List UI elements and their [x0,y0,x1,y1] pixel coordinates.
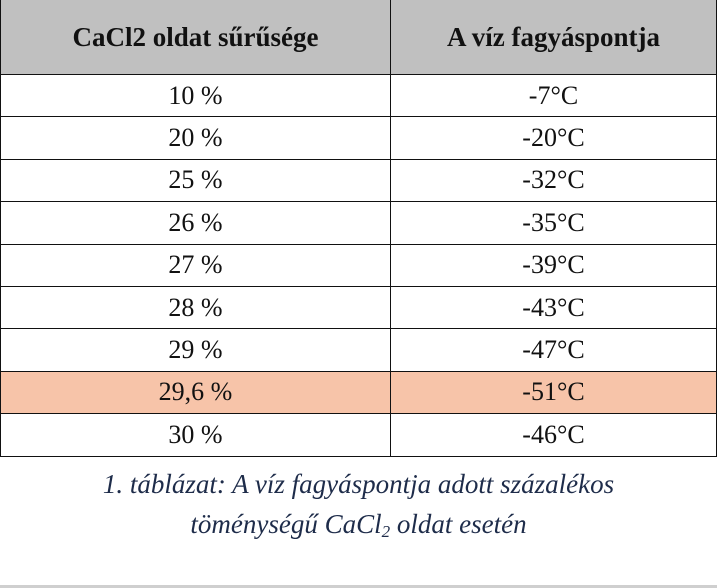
table-caption [0,464,717,544]
cell-freezing-point: -35°C [391,202,717,244]
table-row [1,329,717,371]
cell-concentration: 26 % [1,202,391,244]
cell-freezing-point: -51°C [391,371,717,413]
cell-concentration: 20 % [1,117,391,159]
cell-freezing-point: -32°C [391,159,717,201]
table-header-row [1,0,717,75]
cell-concentration: 29,6 % [1,371,391,413]
table-row [1,202,717,244]
cell-concentration: 27 % [1,244,391,286]
cell-concentration: 29 % [1,329,391,371]
cell-concentration: 10 % [1,75,391,117]
cell-concentration: 30 % [1,414,391,456]
cell-concentration: 25 % [1,159,391,201]
caption-line-1: 1. táblázat: A víz fagyáspontja adott százalékos [102,469,615,499]
table-row [1,371,717,413]
cell-freezing-point: -47°C [391,329,717,371]
header-concentration: CaCl2 oldat sűrűsége [1,0,391,75]
table-row [1,75,717,117]
cell-freezing-point: -39°C [391,244,717,286]
cell-freezing-point: -46°C [391,414,717,456]
caption-line-2-pre: töménységű CaCl [190,509,382,539]
cell-freezing-point: -7°C [391,75,717,117]
header-freezing-point: A víz fagyáspontja [391,0,717,75]
cell-concentration: 28 % [1,286,391,328]
caption-line-2 [0,504,717,544]
table-row [1,286,717,328]
cell-freezing-point: -20°C [391,117,717,159]
table-row [1,244,717,286]
caption-line-2-post: oldat esetén [390,509,527,539]
caption-subscript: 2 [381,522,391,541]
table-row [1,159,717,201]
table-row [1,414,717,456]
cell-freezing-point: -43°C [391,286,717,328]
table-row [1,117,717,159]
